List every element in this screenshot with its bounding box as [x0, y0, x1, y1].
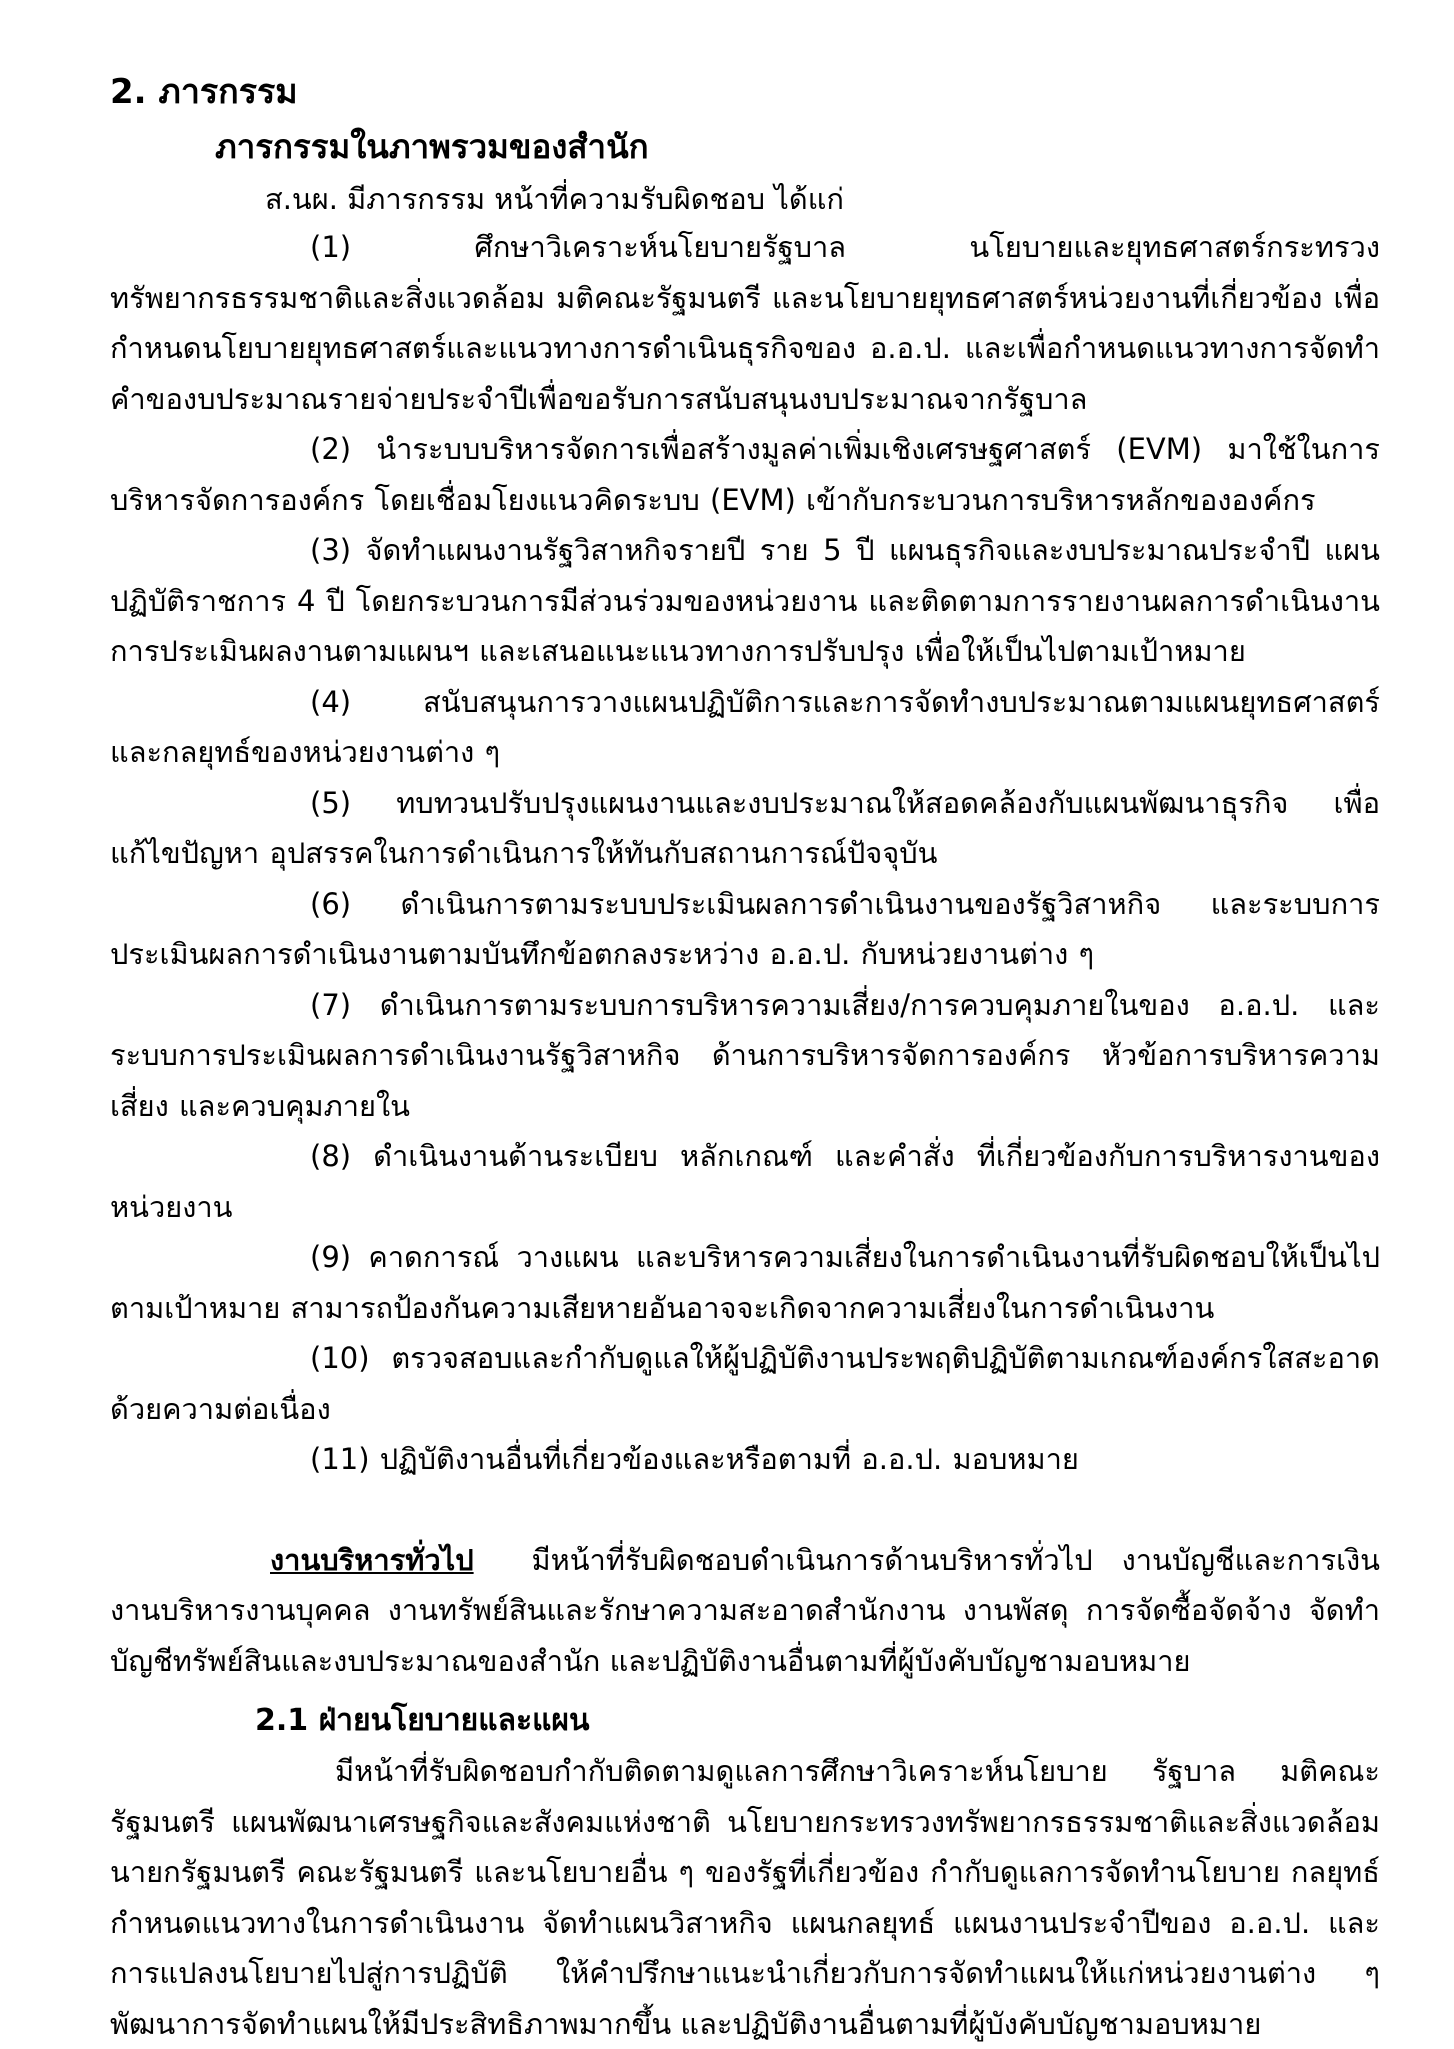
- duty-item-10: (10) ตรวจสอบและกำกับดูแลให้ผู้ปฏิบัติงานประพฤติปฏิบัติตามเกณฑ์องค์กรใสสะอาดด้วยความต่อเนื่อง: [110, 1341, 1380, 1426]
- duty-item-1: (1) ศึกษาวิเคราะห์นโยบายรัฐบาล นโยบายและยุทธศาสตร์กระทรวงทรัพยากรธรรมชาติและสิ่งแวดล้อม มติคณะรัฐมนตรี และนโยบายยุทธศาสตร์หน่วยงานที่เกี่ยวข้อง เพื่อกำหนดนโยบายยุทธศาสตร์และแนวทางการดำเนินธุรกิจของ อ.อ.ป. และเพื่อกำหนดแนวทางการจัดทำคำของบประมาณรายจ่ายประจำปีเพื่อขอรับการสนับสนุนงบประมาณจากรัฐบาล: [110, 230, 1380, 416]
- intro-text: ส.นผ. มีภารกรรม หน้าที่ความรับผิดชอบ ได้แก่: [265, 182, 844, 216]
- duty-list: [110, 222, 1380, 1485]
- duty-item-8: (8) ดำเนินงานด้านระเบียบ หลักเกณฑ์ และคำสั่ง ที่เกี่ยวข้องกับการบริหารงานของหน่วยงาน: [110, 1139, 1380, 1224]
- section-2-1-heading: 2.1 ฝ่ายนโยบายและแผน: [255, 1703, 590, 1738]
- duty-item-2: (2) นำระบบบริหารจัดการเพื่อสร้างมูลค่าเพิ่มเชิงเศรษฐศาสตร์ (EVM) มาใช้ในการบริหารจัดการองค์กร โดยเชื่อมโยงแนวคิดระบบ (EVM) เข้ากับกระบวนการบริหารหลักขององค์กร: [110, 432, 1380, 517]
- duty-item-5: (5) ทบทวนปรับปรุงแผนงานและงบประมาณให้สอดคล้องกับแผนพัฒนาธุรกิจ เพื่อแก้ไขปัญหา อุปสรรคในการดำเนินการให้ทันกับสถานการณ์ปัจจุบัน: [110, 785, 1380, 870]
- duty-item-11: (11) ปฏิบัติงานอื่นที่เกี่ยวข้องและหรือตามที่ อ.อ.ป. มอบหมาย: [310, 1442, 1079, 1476]
- spacer: [110, 1485, 1380, 1535]
- section-2-1-text: มีหน้าที่รับผิดชอบกำกับติดตามดูแลการศึกษาวิเคราะห์นโยบาย รัฐบาล มติคณะรัฐมนตรี แผนพัฒนาเศรษฐกิจและสังคมแห่งชาติ นโยบายกระทรวงทรัพยากรธรรมชาติและสิ่งแวดล้อม นายกรัฐมนตรี คณะรัฐมนตรี และนโยบายอื่น ๆ ของรัฐที่เกี่ยวข้อง กำกับดูแลการจัดทำนโยบาย กลยุทธ์ กำหนดแนวทางในการดำเนินงาน จัดทำแผนวิสาหกิจ แผนกลยุทธ์ แผนงานประจำปีของ อ.อ.ป. และการแปลงนโยบายไปสู่การปฏิบัติ ให้คำปรึกษาแนะนำเกี่ยวกับการจัดทำแผนให้แก่หน่วยงานต่าง ๆ พัฒนาการจัดทำแผนให้มีประสิทธิภาพมากขึ้น และปฏิบัติงานอื่นตามที่ผู้บังคับบัญชามอบหมาย: [110, 1754, 1380, 2041]
- general-admin-paragraph: [110, 1535, 1380, 1687]
- subsection-title: ภารกรรมในภาพรวมของสำนัก: [215, 127, 649, 166]
- duty-item-4: (4) สนับสนุนการวางแผนปฏิบัติการและการจัดทำงบประมาณตามแผนยุทธศาสตร์ และกลยุทธ์ของหน่วยงานต่าง ๆ: [110, 684, 1380, 769]
- duty-item-3: (3) จัดทำแผนงานรัฐวิสาหกิจรายปี ราย 5 ปี แผนธุรกิจและงบประมาณประจำปี แผนปฏิบัติราชการ 4 ปี โดยกระบวนการมีส่วนร่วมของหน่วยงาน และติดตามการรายงานผลการดำเนินงาน การประเมินผลงานตามแผนฯ และเสนอแนะแนวทางการปรับปรุง เพื่อให้เป็นไปตามเป้าหมาย: [110, 533, 1380, 668]
- general-admin-heading: งานบริหารทั่วไป: [270, 1542, 474, 1577]
- section-title: 2. ภารกรรม: [110, 72, 298, 112]
- document-page: [110, 70, 1380, 2049]
- duty-item-6: (6) ดำเนินการตามระบบประเมินผลการดำเนินงานของรัฐวิสาหกิจ และระบบการประเมินผลการดำเนินงานตามบันทึกข้อตกลงระหว่าง อ.อ.ป. กับหน่วยงานต่าง ๆ: [110, 886, 1380, 971]
- general-admin-text: มีหน้าที่รับผิดชอบดำเนินการด้านบริหารทั่วไป งานบัญชีและการเงิน งานบริหารงานบุคคล งานทรัพย์สินและรักษาความสะอาดสำนักงาน งานพัสดุ การจัดซื้อจัดจ้าง จัดทำบัญชีทรัพย์สินและงบประมาณของสำนัก และปฏิบัติงานอื่นตามที่ผู้บังคับบัญชามอบหมาย: [110, 1542, 1381, 1678]
- duty-item-9: (9) คาดการณ์ วางแผน และบริหารความเสี่ยงในการดำเนินงานที่รับผิดชอบให้เป็นไปตามเป้าหมาย สามารถป้องกันความเสียหายอันอาจจะเกิดจากความเสี่ยงในการดำเนินงาน: [110, 1240, 1380, 1325]
- duty-item-7: (7) ดำเนินการตามระบบการบริหารความเสี่ยง/การควบคุมภายในของ อ.อ.ป. และระบบการประเมินผลการดำเนินงานรัฐวิสาหกิจ ด้านการบริหารจัดการองค์กร หัวข้อการบริหารความเสี่ยง และควบคุมภายใน: [110, 987, 1380, 1123]
